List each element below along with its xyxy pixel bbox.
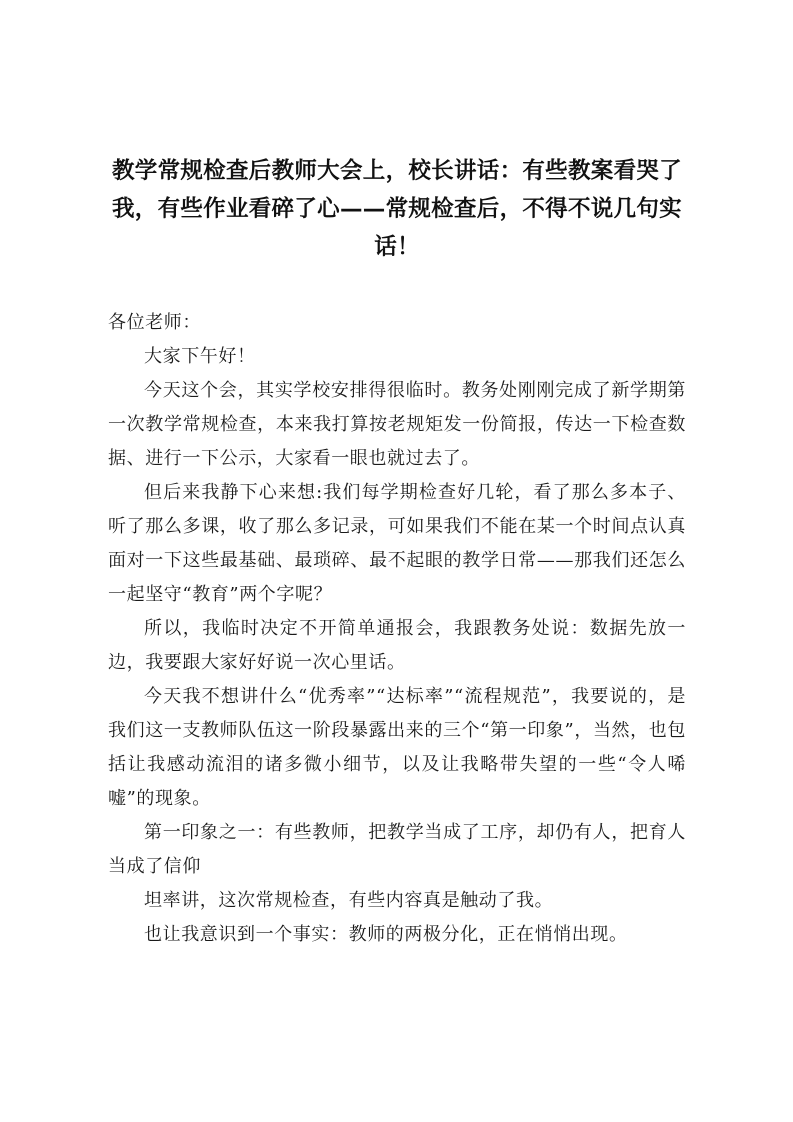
paragraph-polarization: 也让我意识到一个事实：教师的两极分化，正在悄悄出现。 — [144, 924, 628, 945]
paragraph-reflection: 但后来我静下心来想:我们每学期检查好几轮，看了那么多本子、听了那么多课，收了那么多记录，可如果我们不能在某一个时间点认真面对一下这些最基础、最琐碎、最不起眼的教学日常——那我们还怎么一起坚守“教育”两个字呢？ — [108, 482, 686, 605]
paragraph-greeting: 大家下午好！ — [144, 346, 256, 367]
document-title: 教学常规检查后教师大会上，校长讲话：有些教案看哭了我，有些作业看碎了心——常规检查后，不得不说几句实话！ — [111, 158, 682, 260]
paragraph-topics: 今天我不想讲什么“优秀率”“达标率”“流程规范”，我要说的，是我们这一支教师队伍这一阶段暴露出来的三个“第一印象”，当然，也包括让我感动流泪的诸多微小细节，以及让我略带失望的一些“令人唏嘘”的现象。 — [108, 686, 686, 809]
paragraph-decision: 所以，我临时决定不开简单通报会，我跟教务处说：数据先放一边，我要跟大家好好说一次心里话。 — [108, 618, 686, 673]
paragraph-candid: 坦率讲，这次常规检查，有些内容真是触动了我。 — [144, 890, 554, 911]
paragraph-meeting-context: 今天这个会，其实学校安排得很临时。教务处刚刚完成了新学期第一次教学常规检查，本来我打算按老规矩发一份简报，传达一下检查数据、进行一下公示，大家看一眼也就过去了。 — [108, 380, 686, 469]
document-body — [108, 306, 686, 952]
salutation: 各位老师： — [108, 312, 201, 333]
section-heading-first-impression: 第一印象之一：有些教师，把教学当成了工序，却仍有人，把育人当成了信仰 — [108, 822, 686, 877]
